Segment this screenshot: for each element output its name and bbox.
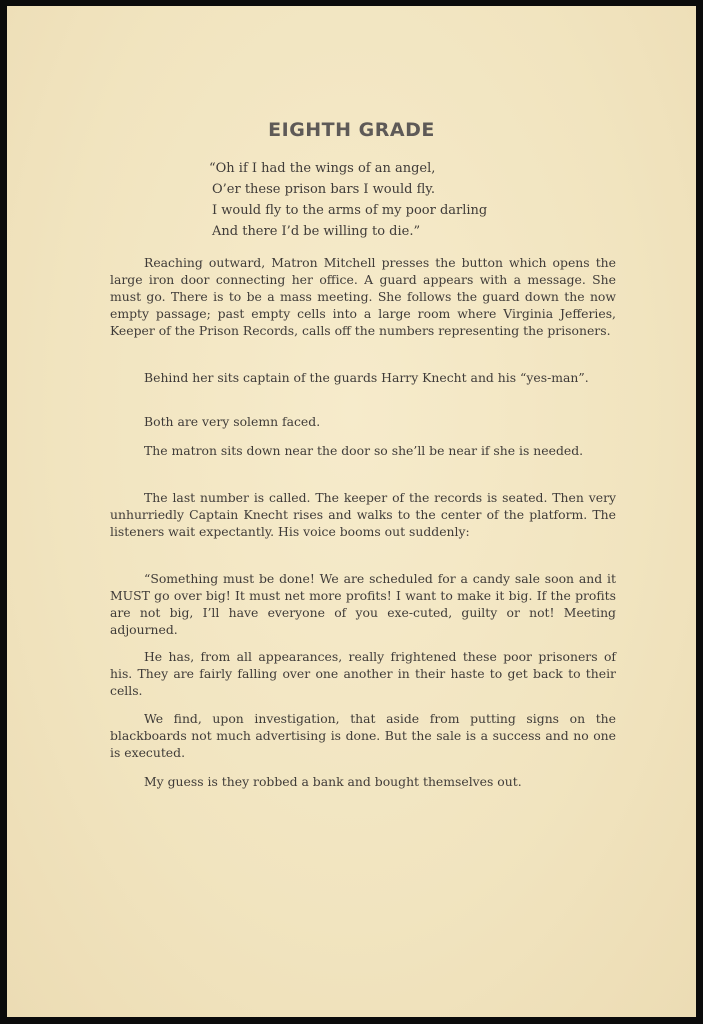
paragraph: Behind her sits captain of the guards Harry Knecht and his “yes-man”. [144,370,589,385]
paragraph: The matron sits down near the door so she’ll be near if she is needed. [144,443,584,458]
paragraph: Reaching outward, Matron Mitchell presses the button which opens the large iron door connecting her office. A guard appears with a message. She must go. There is to be a mass meeting. She follows the guard down the now empty passage; past empty cells into a large room where Virginia Jefferies, Keeper of the Prison Records, calls off the numbers representing the prisoners. [110,255,616,339]
poem-line: “Oh if I had the wings of an angel, [209,161,436,176]
paragraph: Both are very solemn faced. [144,414,321,429]
poem-line: I would fly to the arms of my poor darling [212,203,488,218]
paragraph: We find, upon investigation, that aside from putting signs on the blackboards not much advertising is done. But the sale is a success and no one is executed. [110,711,616,761]
paragraph: “Something must be done! We are scheduled for a candy sale soon and it MUST go over big! It must net more profits! I want to make it big. If the profits are not big, I’ll have everyone of you exe-cuted, guilty or not! Meeting adjourned. [110,571,616,638]
document-page [7,6,696,1017]
paragraph: My guess is they robbed a bank and bought themselves out. [144,774,522,789]
poem-line: And there I’d be willing to die.” [212,224,421,239]
paragraph: The last number is called. The keeper of the records is seated. Then very unhurriedly Captain Knecht rises and walks to the center of the platform. The listeners wait expectantly. His voice booms out suddenly: [110,490,616,540]
paragraph: He has, from all appearances, really frightened these poor prisoners of his. They are fairly falling over one another in their haste to get back to their cells. [110,649,616,699]
poem-stanza [209,158,629,242]
poem-line: O’er these prison bars I would fly. [212,182,436,197]
page-title: EIGHTH GRADE [268,119,435,141]
